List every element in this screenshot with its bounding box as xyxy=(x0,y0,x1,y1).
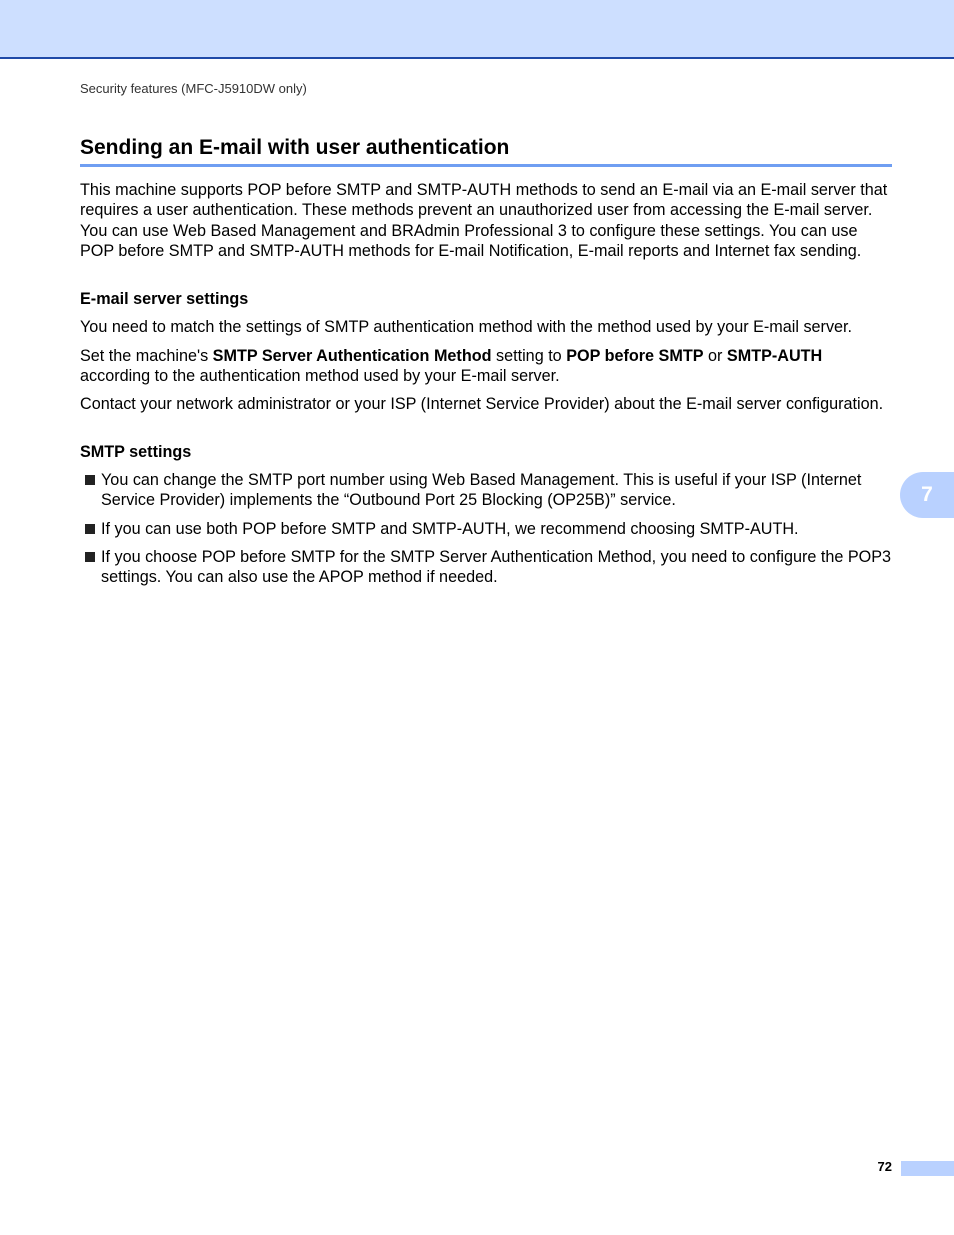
auth-method-term: SMTP Server Authentication Method xyxy=(212,347,492,365)
email-server-paragraph-2 xyxy=(80,346,892,387)
text-run: setting to xyxy=(491,347,567,365)
bullet-text: If you can use both POP before SMTP and SMTP-AUTH, we recommend choosing SMTP-AUTH. xyxy=(101,519,799,538)
text-run: according to the authentication method used by your E-mail server. xyxy=(80,367,560,386)
chapter-tab: 7 xyxy=(900,472,954,518)
email-server-paragraph-3: Contact your network administrator or your ISP (Internet Service Provider) about the E-mail server configuration. xyxy=(80,395,884,413)
email-server-paragraph-1: You need to match the settings of SMTP authentication method with the method used by your E-mail server. xyxy=(80,318,853,336)
running-header: Security features (MFC-J5910DW only) xyxy=(80,81,307,96)
text-run: Set the machine's xyxy=(80,347,213,365)
pop-before-smtp-term: POP before SMTP xyxy=(566,347,704,365)
list-item xyxy=(80,470,892,511)
square-bullet-icon xyxy=(85,552,95,562)
bullet-text: You can change the SMTP port number using Web Based Management. This is useful if your ISP (Internet Service Provider) implements the “Outbound Port 25 Blocking (OP25B)” service. xyxy=(101,471,862,510)
list-item xyxy=(80,547,892,588)
page-number-bar xyxy=(901,1161,954,1176)
smtp-heading: SMTP settings xyxy=(80,443,192,461)
square-bullet-icon xyxy=(85,475,95,485)
bullet-text: If you choose POP before SMTP for the SMTP Server Authentication Method, you need to configure the POP3 settings. You can also use the APOP method if needed. xyxy=(101,547,892,587)
header-band xyxy=(0,0,954,59)
list-item xyxy=(80,519,892,539)
page-number: 72 xyxy=(877,1159,892,1174)
intro-paragraph: This machine supports POP before SMTP and SMTP-AUTH methods to send an E-mail via an E-mail server that requires a user authentication. These methods prevent an unauthorized user from accessing the E-mail server. You can use Web Based Management and BRAdmin Professional 3 to configure these settings. You can use POP before SMTP and SMTP-AUTH methods for E-mail Notification, E-mail reports and Internet fax sending. xyxy=(80,181,888,260)
smtp-auth-term: SMTP-AUTH xyxy=(726,347,823,365)
section-title: Sending an E-mail with user authentication xyxy=(80,136,892,167)
square-bullet-icon xyxy=(85,524,95,534)
smtp-bullet-list xyxy=(80,470,892,595)
text-run: or xyxy=(703,347,727,365)
email-server-heading: E-mail server settings xyxy=(80,290,249,308)
